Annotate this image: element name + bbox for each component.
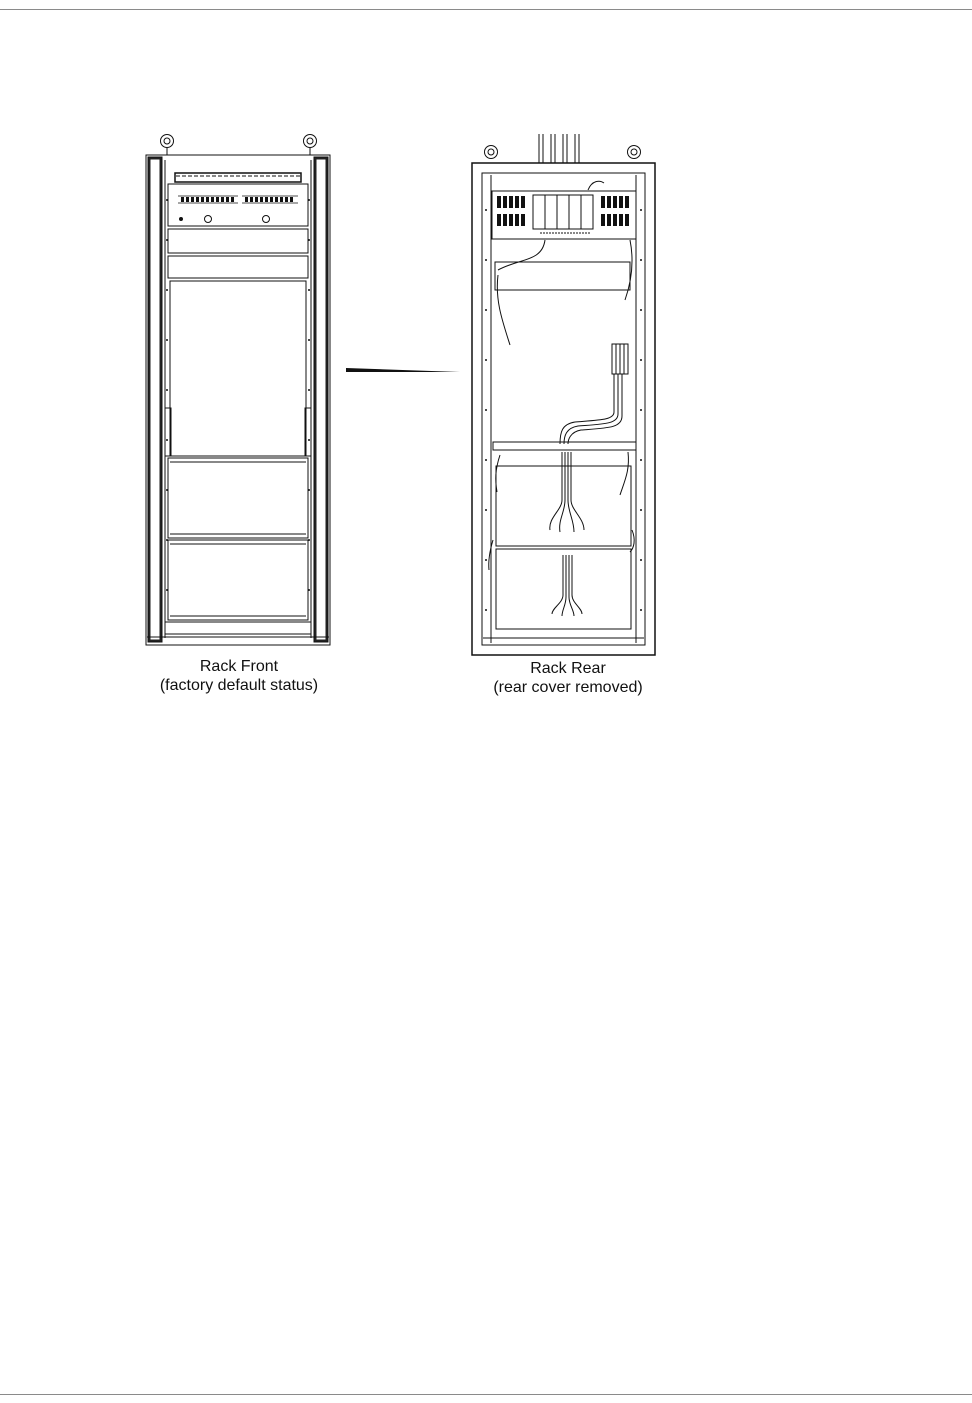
front-top-bar	[175, 173, 301, 182]
rear-cable-tray	[495, 262, 630, 290]
lifting-eye-right	[304, 135, 317, 156]
front-module-tray-1	[168, 458, 308, 538]
front-module-tray-2	[168, 540, 308, 620]
pointer-line	[346, 368, 460, 372]
front-knob-right	[263, 216, 270, 223]
rack-rear-caption	[468, 659, 668, 697]
rack-rear-drawing	[472, 134, 655, 655]
front-blank-plate-2	[168, 256, 308, 278]
rack-front-subtitle: (factory default status)	[159, 677, 319, 694]
rear-lifting-eye-right	[628, 146, 641, 159]
rear-top-cable-entries	[539, 134, 579, 163]
rack-rear-subtitle: (rear cover removed)	[493, 679, 643, 696]
rear-connector-block	[612, 344, 628, 374]
rack-rear-title: Rack Rear	[530, 660, 606, 677]
lifting-eye-left	[161, 135, 174, 156]
front-knob-left	[205, 216, 212, 223]
front-blank-plate-1	[168, 229, 308, 253]
rack-front-title: Rack Front	[199, 658, 279, 675]
rack-front-caption	[139, 657, 339, 695]
rack-front-drawing	[146, 135, 330, 646]
rear-module-tray-1	[496, 466, 631, 546]
front-kick-plate	[165, 622, 311, 634]
front-control-panel	[168, 184, 308, 226]
rear-lifting-eye-left	[485, 146, 498, 159]
front-empty-bay	[170, 281, 306, 456]
